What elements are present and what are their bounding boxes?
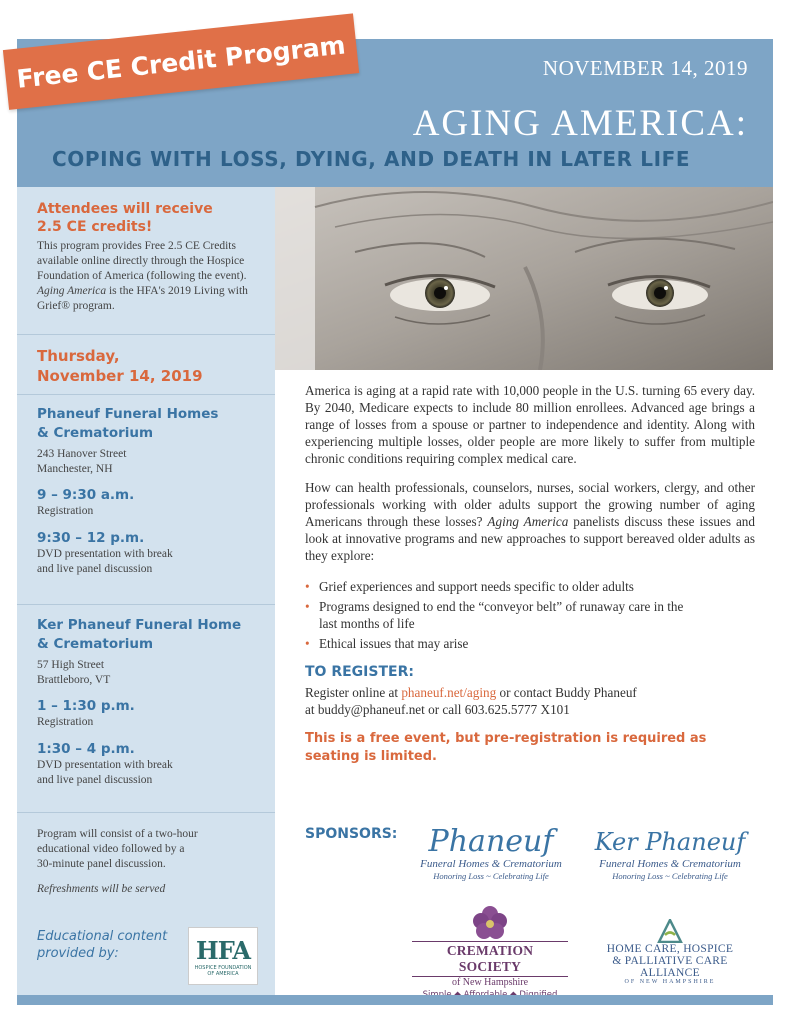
bullet-icon: • — [305, 579, 310, 594]
event-date: NOVEMBER 14, 2019 — [542, 56, 748, 80]
cremation-logo-sub: of New Hampshire — [451, 977, 529, 988]
sidebar-divider — [17, 394, 275, 395]
sidebar — [17, 187, 275, 995]
program-section — [17, 827, 275, 897]
attendees-heading-2: 2.5 CE credits! — [37, 219, 153, 235]
bullet-icon: • — [305, 636, 310, 651]
photo-illustration — [275, 187, 773, 370]
topic-list — [305, 578, 755, 652]
cremation-logo-name: CREMATION SOCIETY — [412, 941, 568, 977]
phaneuf-logo-name: Phaneuf — [428, 824, 554, 859]
sidebar-day: Thursday, — [37, 347, 120, 365]
page-subtitle: COPING WITH LOSS, DYING, AND DEATH IN LATER LIFE — [52, 147, 691, 171]
education-line-2: provided by: — [37, 946, 119, 961]
attendees-body-4-rest: is the HFA's 2019 Living with — [106, 285, 248, 297]
cremation-society-logo — [412, 905, 568, 1001]
cremation-name-wrap — [412, 941, 568, 977]
alliance-mountain-icon — [657, 919, 683, 943]
venue2-section — [17, 616, 275, 788]
venue1-time1-desc: Registration — [37, 505, 94, 517]
venue2-time1: 1 – 1:30 p.m. — [37, 698, 135, 714]
ker-phaneuf-logo-name: Ker Phaneuf — [594, 828, 746, 856]
program-line-3: 30-minute panel discussion. — [37, 858, 166, 870]
para2-end: panelists discuss these issues and look at innovative programs and new approaches to support bereaved older adults as they explore: — [305, 514, 755, 563]
venue2-address-1: 57 High Street — [37, 659, 105, 671]
sidebar-divider — [17, 604, 275, 605]
venue1-time1: 9 – 9:30 a.m. — [37, 487, 135, 503]
venue1-name-1: Phaneuf Funeral Homes — [37, 406, 219, 422]
venue2-time1-desc: Registration — [37, 716, 94, 728]
venue2-name-2: & Crematorium — [37, 636, 154, 652]
venue2-time2-desc-1: DVD presentation with break — [37, 759, 173, 771]
venue1-time2: 9:30 – 12 p.m. — [37, 530, 145, 546]
list-item-text: Grief experiences and support needs specific to older adults — [319, 579, 634, 594]
footer-bar — [17, 995, 773, 1005]
phaneuf-logo — [410, 826, 572, 882]
register-link[interactable]: phaneuf.net/aging — [401, 685, 497, 700]
education-line-1: Educational content — [37, 929, 168, 944]
list-item — [305, 598, 755, 632]
main-content — [305, 382, 755, 766]
para2-italic: Aging America — [487, 514, 569, 529]
register-suffix: or contact Buddy Phaneuf — [496, 685, 637, 700]
hfa-logo — [188, 927, 258, 985]
free-event-notice: This is a free event, but pre-registration is required as seating is limited. — [305, 731, 707, 764]
venue1-section — [17, 405, 275, 577]
alliance-logo-state: OF NEW HAMPSHIRE — [624, 979, 716, 985]
register-line-1 — [305, 684, 755, 701]
ker-phaneuf-logo — [594, 826, 746, 882]
flower-icon — [470, 905, 510, 941]
attendees-body-2: available online directly through the Hospice — [37, 255, 245, 267]
attendees-body-1: This program provides Free 2.5 CE Credits — [37, 240, 236, 252]
sidebar-divider — [17, 812, 275, 813]
elderly-eyes-photo — [275, 187, 773, 370]
refreshments-note: Refreshments will be served — [37, 883, 166, 895]
phaneuf-logo-tag: Honoring Loss ~ Celebrating Life — [433, 871, 549, 881]
venue2-address-2: Brattleboro, VT — [37, 674, 111, 686]
intro-paragraph: America is aging at a rapid rate with 10,000 people in the U.S. turning 65 every day. By 2040, Medicare expects to include 80 million enrollees. Advanced age brings a range of losses from a spouse or partner to independence and identity. Along with experiencing multiple losses, older people are more likely to suffer from multiple chronic conditions requiring complex medical care. — [305, 383, 755, 466]
register-line-2: at buddy@phaneuf.net or call 603.625.5777 X101 — [305, 702, 570, 717]
list-item — [305, 635, 755, 652]
venue1-time2-desc-1: DVD presentation with break — [37, 548, 173, 560]
second-paragraph — [305, 479, 755, 564]
list-item — [305, 578, 755, 595]
alliance-logo-line-1: HOME CARE, HOSPICE — [606, 943, 734, 955]
sidebar-divider — [17, 334, 275, 335]
attendees-heading-1: Attendees will receive — [37, 201, 213, 217]
banner-text: Free CE Credit Program — [15, 29, 347, 94]
register-heading: TO REGISTER: — [305, 664, 414, 680]
attendees-section — [17, 200, 275, 314]
venue2-name-1: Ker Phaneuf Funeral Home — [37, 617, 242, 633]
para2-start: How can health professionals, counselors, nurses, social workers, clergy, and other professionals working with older adults support the growing number of aging Americans through these losses? — [305, 480, 755, 529]
register-prefix: Register online at — [305, 685, 402, 700]
venue1-address-2: Manchester, NH — [37, 463, 113, 475]
sponsors-label: SPONSORS: — [305, 826, 398, 842]
venue1-address-1: 243 Hanover Street — [37, 448, 127, 460]
list-item-text: Ethical issues that may arise — [319, 636, 469, 651]
hfa-logo-line-1: HOSPICE FOUNDATION — [194, 964, 252, 971]
hfa-logo-letters: HFA — [196, 935, 250, 965]
ker-phaneuf-logo-sub: Funeral Homes & Crematorium — [599, 858, 741, 870]
program-line-2: educational video followed by a — [37, 843, 185, 855]
attendees-body-3: Foundation of America (following the event). — [37, 270, 247, 282]
phaneuf-logo-sub: Funeral Homes & Crematorium — [420, 858, 562, 870]
venue1-name-2: & Crematorium — [37, 425, 154, 441]
home-care-alliance-logo — [596, 919, 744, 985]
aging-america-italic: Aging America — [37, 285, 107, 297]
bullet-icon: • — [305, 599, 310, 614]
date-section — [17, 346, 275, 386]
attendees-body-4 — [37, 284, 263, 299]
attendees-body-5: Grief® program. — [37, 300, 115, 312]
venue2-time2: 1:30 – 4 p.m. — [37, 741, 135, 757]
program-line-1: Program will consist of a two-hour — [37, 828, 198, 840]
hfa-logo-line-2: OF AMERICA — [207, 970, 239, 977]
venue1-time2-desc-2: and live panel discussion — [37, 563, 153, 575]
ker-phaneuf-logo-tag: Honoring Loss ~ Celebrating Life — [612, 871, 728, 881]
venue2-time2-desc-2: and live panel discussion — [37, 774, 153, 786]
alliance-logo-line-2: & PALLIATIVE CARE ALLIANCE — [612, 955, 728, 979]
page-title: AGING AMERICA: — [412, 103, 748, 144]
list-item-text: Programs designed to end the “conveyor belt” of runaway care in the last months of life — [319, 599, 684, 631]
sidebar-date: November 14, 2019 — [37, 367, 203, 385]
